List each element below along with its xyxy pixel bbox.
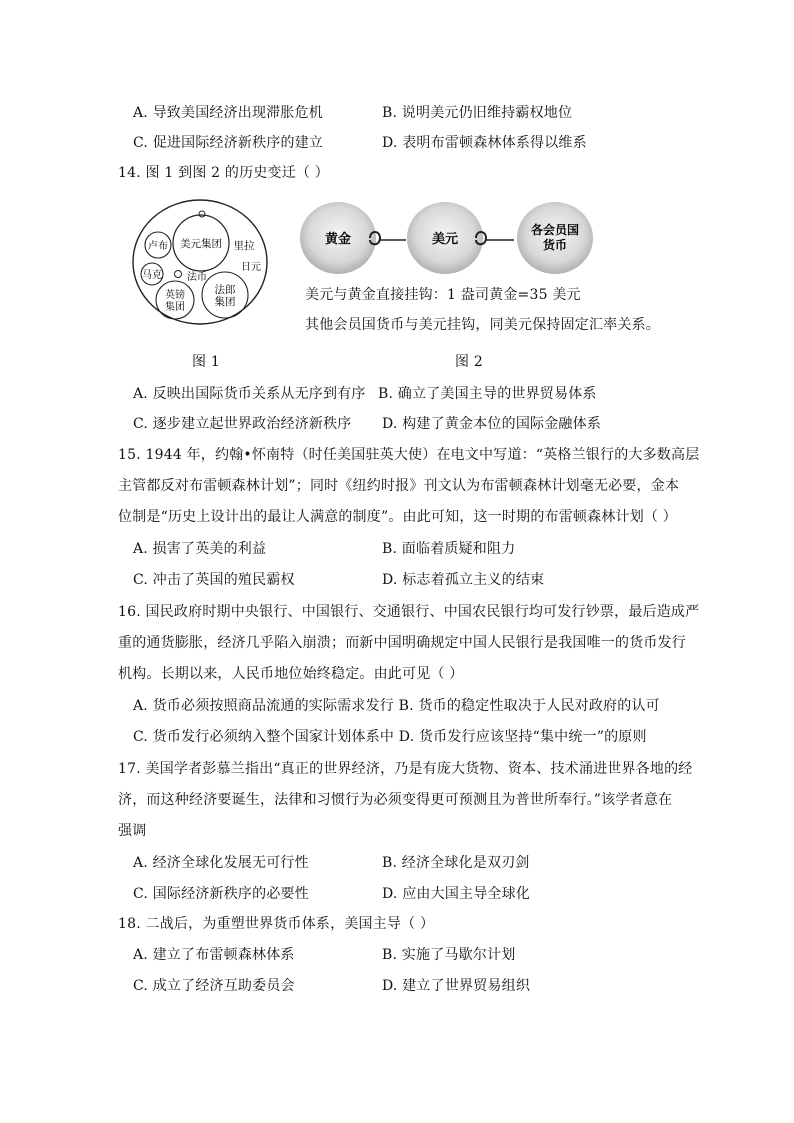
q14-option-d: D. 构建了黄金本位的国际金融体系 bbox=[382, 416, 602, 432]
fig2-label-dollar: 美元 bbox=[431, 232, 459, 247]
fig1-label-fabi: 法币 bbox=[187, 272, 207, 283]
q15-option-d: D. 标志着孤立主义的结束 bbox=[382, 572, 545, 588]
q14-option-a: A. 反映出国际货币关系从无序到有序 bbox=[133, 386, 366, 402]
fig2-text-line1: 美元与黄金直接挂钩：1 盎司黄金=35 美元 bbox=[305, 287, 581, 303]
q15-option-b: B. 面临着质疑和阻力 bbox=[382, 541, 516, 557]
currency-blocs-diagram bbox=[130, 198, 280, 328]
q16-options-ab: A. 货币必须按照商品流通的实际需求发行 B. 货币的稳定性取决于人民对政府的认可 bbox=[133, 698, 660, 714]
q13-option-c: C. 促进国际经济新秩序的建立 bbox=[133, 135, 324, 151]
q18-option-d: D. 建立了世界贸易组织 bbox=[382, 978, 531, 994]
q17-stem-line2: 济，而这种经济要诞生，法律和习惯行为必须变得更可预测且为普世所奉行。”该学者意在 bbox=[118, 792, 673, 808]
q13-option-a: A. 导致美国经济出现滞胀危机 bbox=[133, 105, 324, 121]
q18-option-b: B. 实施了马歇尔计划 bbox=[382, 947, 516, 963]
fig2-text-line2: 其他会员国货币与美元挂钩，同美元保持固定汇率关系。 bbox=[305, 317, 660, 333]
q14-stem: 14. 图 1 到图 2 的历史变迁（ ） bbox=[118, 165, 329, 181]
q13-option-b: B. 说明美元仍旧维持霸权地位 bbox=[382, 105, 573, 121]
q17-option-b: B. 经济全球化是双刃剑 bbox=[382, 855, 530, 871]
q16-stem-line3: 机构。长期以来，人民币地位始终稳定。由此可见（ ） bbox=[118, 666, 464, 682]
fig1-label-franc-bloc: 法郎集团 bbox=[214, 284, 236, 308]
fig1-label-mark: 马克 bbox=[142, 270, 162, 281]
q15-stem-line1: 15. 1944 年，约翰•怀南特（时任美国驻英大使）在电文中写道：“英格兰银行的大多数高层 bbox=[118, 447, 700, 463]
fig1-label-sterling-bloc: 英镑集团 bbox=[165, 290, 185, 313]
q14-option-c: C. 逐步建立起世界政治经济新秩序 bbox=[133, 416, 352, 432]
q18-option-c: C. 成立了经济互助委员会 bbox=[133, 978, 295, 994]
q16-options-cd: C. 货币发行必须纳入整个国家计划体系中 D. 货币发行应该坚持“集中统一”的原则 bbox=[133, 729, 647, 745]
fig2-label-members-2: 货币 bbox=[542, 238, 568, 252]
q17-stem-line1: 17. 美国学者彭慕兰指出“真正的世界经济，乃是有庞大货物、资本、技术涌进世界各地的经 bbox=[118, 761, 693, 777]
figure-1-caption: 图 1 bbox=[192, 354, 220, 370]
q18-stem: 18. 二战后，为重塑世界货币体系，美国主导（ ） bbox=[118, 916, 435, 932]
q17-stem-line3: 强调 bbox=[118, 823, 147, 839]
fig1-label-lira: 里拉 bbox=[233, 240, 255, 252]
fig1-label-dollar-bloc: 美元集团 bbox=[180, 238, 222, 250]
fig2-label-members-1: 各会员国 bbox=[530, 223, 580, 237]
q15-stem-line2: 主管都反对布雷顿森林计划”；同时《纽约时报》刊文认为布雷顿森林计划毫无必要，金本 bbox=[118, 478, 680, 494]
q15-option-a: A. 损害了英美的利益 bbox=[133, 541, 267, 557]
q17-option-c: C. 国际经济新秩序的必要性 bbox=[133, 886, 309, 902]
figure-1 bbox=[130, 198, 280, 328]
fig2-label-gold: 黄金 bbox=[324, 232, 352, 247]
q18-option-a: A. 建立了布雷顿森林体系 bbox=[133, 947, 295, 963]
fig1-label-yen: 日元 bbox=[241, 262, 261, 273]
q15-option-c: C. 冲击了英国的殖民霸权 bbox=[133, 572, 295, 588]
q14-option-b: B. 确立了美国主导的世界贸易体系 bbox=[378, 386, 597, 402]
q13-option-d: D. 表明布雷顿森林体系得以维系 bbox=[382, 135, 587, 151]
fig1-label-rouble: 卢布 bbox=[148, 241, 168, 252]
figure-2-chain bbox=[300, 200, 595, 276]
q17-option-d: D. 应由大国主导全球化 bbox=[382, 886, 531, 902]
bretton-woods-chain bbox=[300, 200, 595, 276]
q16-stem-line1: 16. 国民政府时期中央银行、中国银行、交通银行、中国农民银行均可发行钞票，最后造成严 bbox=[118, 604, 700, 620]
q15-stem-line3: 位制是“历史上设计出的最让人满意的制度”。由此可知，这一时期的布雷顿森林计划（ ） bbox=[118, 509, 677, 525]
q17-option-a: A. 经济全球化发展无可行性 bbox=[133, 855, 309, 871]
q16-stem-line2: 重的通货膨胀，经济几乎陷入崩溃；而新中国明确规定中国人民银行是我国唯一的货币发行 bbox=[118, 635, 686, 651]
figure-2-caption: 图 2 bbox=[455, 354, 483, 370]
